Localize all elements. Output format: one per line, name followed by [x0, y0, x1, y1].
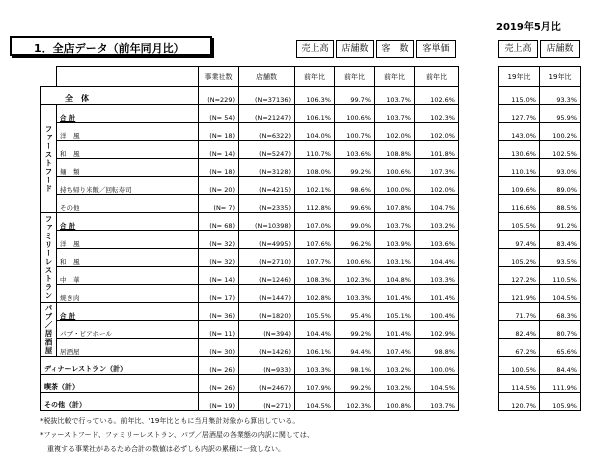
unit-yoy-cell: 107.3%: [415, 159, 459, 177]
customers-yoy-cell: 103.7%: [375, 213, 415, 231]
table-row: [499, 141, 581, 159]
row-label: 持ち帰り米飯／回転寿司: [57, 177, 199, 195]
stores-yoy-cell: 98.6%: [335, 177, 375, 195]
stores-yoy-cell: 99.6%: [335, 195, 375, 213]
footnote: *ファーストフード、ファミリーレストラン、パブ／居酒屋の各業態の内訳に関しては、: [40, 431, 314, 439]
stores-19-cell: 110.5%: [540, 267, 581, 285]
sales-yoy-cell: 104.5%: [295, 393, 335, 411]
customers-yoy-cell: 103.7%: [375, 87, 415, 105]
stores-19-cell: 111.9%: [540, 375, 581, 393]
companies-cell: (N= 30): [199, 339, 239, 357]
table-row: [499, 87, 581, 105]
stores-cell: (N=933): [239, 357, 295, 375]
stores-cell: (N=1246): [239, 267, 295, 285]
companies-cell: (N= 26): [199, 357, 239, 375]
unit-yoy-cell: 104.5%: [415, 375, 459, 393]
stores-cell: (N=21247): [239, 105, 295, 123]
sales-yoy-cell: 108.3%: [295, 267, 335, 285]
companies-cell: (N= 32): [199, 231, 239, 249]
footnote: 重複する事業社があるため合計の数値は必ずしも内訳の累積に一致しない。: [40, 445, 285, 453]
sales-19-cell: 115.0%: [499, 87, 540, 105]
unit-yoy-cell: 98.8%: [415, 339, 459, 357]
row-label: その他: [57, 195, 199, 213]
table-row: [41, 177, 459, 195]
stores-cell: (N=3128): [239, 159, 295, 177]
sales-yoy-cell: 107.7%: [295, 249, 335, 267]
table-row: [499, 249, 581, 267]
customers-yoy-cell: 103.1%: [375, 249, 415, 267]
col-header-stores-2019: 19年比: [540, 67, 581, 87]
column-header-row: [41, 67, 459, 87]
sales-yoy-cell: 102.1%: [295, 177, 335, 195]
col-header-companies: 事業社数: [199, 67, 239, 87]
companies-cell: (N= 7): [199, 195, 239, 213]
table-row: [499, 213, 581, 231]
stores-19-cell: 100.2%: [540, 123, 581, 141]
stores-cell: (N=2467): [239, 375, 295, 393]
row-label: 合 計: [57, 105, 199, 123]
stores-19-cell: 93.5%: [540, 249, 581, 267]
sales-19-cell: 116.6%: [499, 195, 540, 213]
customers-yoy-cell: 104.8%: [375, 267, 415, 285]
row-label: 洋 風: [57, 123, 199, 141]
stores-19-cell: 88.5%: [540, 195, 581, 213]
stores-cell: (N=271): [239, 393, 295, 411]
table-row: [499, 375, 581, 393]
stores-yoy-cell: 99.2%: [335, 321, 375, 339]
customers-yoy-cell: 102.0%: [375, 123, 415, 141]
sales-19-cell: 114.5%: [499, 375, 540, 393]
comparison-2019-table: [498, 66, 581, 411]
stores-cell: (N=1820): [239, 303, 295, 321]
table-row: [499, 285, 581, 303]
unit-yoy-cell: 104.7%: [415, 195, 459, 213]
col-header-sales-2019: 19年比: [499, 67, 540, 87]
unit-yoy-cell: 103.7%: [415, 393, 459, 411]
header-sales: 売上高: [296, 40, 334, 58]
stores-yoy-cell: 94.4%: [335, 339, 375, 357]
sales-19-cell: 120.7%: [499, 393, 540, 411]
customers-yoy-cell: 101.4%: [375, 285, 415, 303]
stores-cell: (N=1447): [239, 285, 295, 303]
row-label: その他（計）: [41, 393, 199, 411]
companies-cell: (N= 19): [199, 393, 239, 411]
sales-19-cell: 105.5%: [499, 213, 540, 231]
row-label: 麺 類: [57, 159, 199, 177]
unit-yoy-cell: 102.3%: [415, 105, 459, 123]
unit-yoy-cell: 102.0%: [415, 123, 459, 141]
table-row: [41, 213, 459, 231]
customers-yoy-cell: 103.7%: [375, 105, 415, 123]
table-row: [499, 267, 581, 285]
stores-cell: (N=2710): [239, 249, 295, 267]
sales-19-cell: 110.1%: [499, 159, 540, 177]
table-row: [41, 339, 459, 357]
stores-19-cell: 80.7%: [540, 321, 581, 339]
customers-yoy-cell: 108.8%: [375, 141, 415, 159]
unit-yoy-cell: 102.9%: [415, 321, 459, 339]
col-header-unit-yoy: 前年比: [415, 67, 459, 87]
table-row: [41, 159, 459, 177]
table-row: [499, 357, 581, 375]
stores-yoy-cell: 96.2%: [335, 231, 375, 249]
stores-19-cell: 95.9%: [540, 105, 581, 123]
sales-19-cell: 82.4%: [499, 321, 540, 339]
table-row: [41, 375, 459, 393]
unit-yoy-cell: 103.3%: [415, 267, 459, 285]
row-label: 喫茶（計）: [41, 375, 199, 393]
companies-cell: (N= 18): [199, 159, 239, 177]
stores-19-cell: 65.6%: [540, 339, 581, 357]
stores-yoy-cell: 100.7%: [335, 123, 375, 141]
stores-yoy-cell: 98.1%: [335, 357, 375, 375]
customers-yoy-cell: 101.4%: [375, 321, 415, 339]
customers-yoy-cell: 100.8%: [375, 393, 415, 411]
table-row: [41, 357, 459, 375]
table-row: [41, 195, 459, 213]
table-row: [499, 393, 581, 411]
sales-19-cell: 100.5%: [499, 357, 540, 375]
table-row: [41, 321, 459, 339]
category-label: パブ／居酒屋: [44, 304, 53, 355]
sales-19-cell: 71.7%: [499, 303, 540, 321]
stores-cell: (N=4215): [239, 177, 295, 195]
customers-yoy-cell: 100.6%: [375, 159, 415, 177]
sales-19-cell: 67.2%: [499, 339, 540, 357]
sales-19-cell: 121.9%: [499, 285, 540, 303]
header-sales-2019: 売上高: [498, 40, 538, 58]
unit-yoy-cell: 103.2%: [415, 213, 459, 231]
sales-19-cell: 105.2%: [499, 249, 540, 267]
stores-19-cell: 68.3%: [540, 303, 581, 321]
table-row: [499, 177, 581, 195]
stores-19-cell: 102.5%: [540, 141, 581, 159]
sales-yoy-cell: 110.7%: [295, 141, 335, 159]
stores-yoy-cell: 95.4%: [335, 303, 375, 321]
stores-cell: (N=10398): [239, 213, 295, 231]
companies-cell: (N= 20): [199, 177, 239, 195]
sales-yoy-cell: 102.8%: [295, 285, 335, 303]
stores-19-cell: 84.4%: [540, 357, 581, 375]
unit-yoy-cell: 103.6%: [415, 231, 459, 249]
stores-yoy-cell: 99.2%: [335, 159, 375, 177]
sales-yoy-cell: 107.9%: [295, 375, 335, 393]
sales-yoy-cell: 103.3%: [295, 357, 335, 375]
companies-cell: (N= 14): [199, 267, 239, 285]
row-label: ディナーレストラン（計）: [41, 357, 199, 375]
companies-cell: (N= 36): [199, 303, 239, 321]
stores-cell: (N=394): [239, 321, 295, 339]
row-label: 居酒屋: [57, 339, 199, 357]
stores-yoy-cell: 99.2%: [335, 375, 375, 393]
unit-yoy-cell: 102.0%: [415, 177, 459, 195]
section-title: 1．全店データ（前年同月比）: [10, 36, 212, 56]
table-row: [499, 321, 581, 339]
sales-19-cell: 109.6%: [499, 177, 540, 195]
stores-19-cell: 83.4%: [540, 231, 581, 249]
table-row: [499, 231, 581, 249]
stores-19-cell: 91.2%: [540, 213, 581, 231]
table-row: [41, 303, 459, 321]
companies-cell: (N= 26): [199, 375, 239, 393]
customers-yoy-cell: 100.0%: [375, 177, 415, 195]
stores-yoy-cell: 99.0%: [335, 213, 375, 231]
main-data-table: [40, 66, 459, 411]
stores-yoy-cell: 99.7%: [335, 87, 375, 105]
header-customers: 客 数: [376, 40, 414, 58]
table-row: [499, 159, 581, 177]
stores-cell: (N=1426): [239, 339, 295, 357]
companies-cell: (N= 17): [199, 285, 239, 303]
stores-19-cell: 104.5%: [540, 285, 581, 303]
sales-19-cell: 97.4%: [499, 231, 540, 249]
sales-yoy-cell: 104.0%: [295, 123, 335, 141]
row-label: 中 華: [57, 267, 199, 285]
table-row: [41, 123, 459, 141]
col-header-stores: 店舗数: [239, 67, 295, 87]
comparison-date-label: 2019年5月比: [496, 22, 561, 33]
sales-19-cell: 143.0%: [499, 123, 540, 141]
sales-yoy-cell: 106.1%: [295, 105, 335, 123]
table-row: [41, 285, 459, 303]
sales-yoy-cell: 104.4%: [295, 321, 335, 339]
companies-cell: (N= 18): [199, 123, 239, 141]
customers-yoy-cell: 107.4%: [375, 339, 415, 357]
unit-yoy-cell: 102.6%: [415, 87, 459, 105]
row-label: 合 計: [57, 303, 199, 321]
category-fast-food: [41, 105, 57, 213]
table-row: [41, 141, 459, 159]
table-row: [499, 303, 581, 321]
stores-cell: (N=5247): [239, 141, 295, 159]
customers-yoy-cell: 105.1%: [375, 303, 415, 321]
stores-yoy-cell: 103.3%: [335, 285, 375, 303]
companies-cell: (N= 54): [199, 105, 239, 123]
companies-cell: (N= 11): [199, 321, 239, 339]
sales-19-cell: 130.6%: [499, 141, 540, 159]
sales-yoy-cell: 107.0%: [295, 213, 335, 231]
customers-yoy-cell: 103.2%: [375, 375, 415, 393]
sales-19-cell: 127.7%: [499, 105, 540, 123]
sales-yoy-cell: 108.0%: [295, 159, 335, 177]
header-stores: 店舗数: [336, 40, 374, 58]
category-label: ファミリーレストラン: [44, 215, 53, 300]
companies-cell: (N=229): [199, 87, 239, 105]
col-header-sales-yoy: 前年比: [295, 67, 335, 87]
sales-yoy-cell: 112.8%: [295, 195, 335, 213]
row-label: 和 風: [57, 249, 199, 267]
sales-yoy-cell: 106.3%: [295, 87, 335, 105]
unit-yoy-cell: 104.4%: [415, 249, 459, 267]
companies-cell: (N= 68): [199, 213, 239, 231]
table-row: [499, 123, 581, 141]
stores-yoy-cell: 100.6%: [335, 105, 375, 123]
sales-yoy-cell: 107.6%: [295, 231, 335, 249]
customers-yoy-cell: 103.9%: [375, 231, 415, 249]
header-stores-2019: 店舗数: [540, 40, 580, 58]
stores-19-cell: 105.9%: [540, 393, 581, 411]
table-row: [499, 339, 581, 357]
stores-cell: (N=6322): [239, 123, 295, 141]
stores-cell: (N=37136): [239, 87, 295, 105]
column-header-row: [499, 67, 581, 87]
table-row: [41, 267, 459, 285]
stores-cell: (N=2335): [239, 195, 295, 213]
header-unit-price: 客単価: [416, 40, 456, 58]
companies-cell: (N= 14): [199, 141, 239, 159]
category-family-restaurant: [41, 213, 57, 303]
unit-yoy-cell: 100.0%: [415, 357, 459, 375]
sales-yoy-cell: 106.1%: [295, 339, 335, 357]
stores-19-cell: 93.3%: [540, 87, 581, 105]
table-row: [41, 87, 459, 105]
table-row: [41, 249, 459, 267]
table-row: [499, 195, 581, 213]
customers-yoy-cell: 103.2%: [375, 357, 415, 375]
footnote: *税抜比較で行っている。前年比、'19年比ともに当月集計対象から算出している。: [40, 417, 300, 425]
col-header-customers-yoy: 前年比: [375, 67, 415, 87]
sales-yoy-cell: 105.5%: [295, 303, 335, 321]
table-row: [41, 231, 459, 249]
row-label: 焼き肉: [57, 285, 199, 303]
unit-yoy-cell: 101.4%: [415, 285, 459, 303]
companies-cell: (N= 32): [199, 249, 239, 267]
table-row: [41, 393, 459, 411]
col-header-stores-yoy: 前年比: [335, 67, 375, 87]
table-row: [499, 105, 581, 123]
table-row: [41, 105, 459, 123]
stores-yoy-cell: 102.3%: [335, 267, 375, 285]
unit-yoy-cell: 100.4%: [415, 303, 459, 321]
stores-19-cell: 89.0%: [540, 177, 581, 195]
stores-yoy-cell: 103.6%: [335, 141, 375, 159]
row-label: 合 計: [57, 213, 199, 231]
sales-19-cell: 127.2%: [499, 267, 540, 285]
stores-19-cell: 93.0%: [540, 159, 581, 177]
unit-yoy-cell: 101.8%: [415, 141, 459, 159]
stores-yoy-cell: 102.3%: [335, 393, 375, 411]
row-label: パブ・ビアホール: [57, 321, 199, 339]
row-label: 和 風: [57, 141, 199, 159]
stores-yoy-cell: 100.6%: [335, 249, 375, 267]
row-label: 洋 風: [57, 231, 199, 249]
category-pub-izakaya: [41, 303, 57, 357]
stores-cell: (N=4995): [239, 231, 295, 249]
category-label: ファーストフード: [44, 124, 53, 193]
customers-yoy-cell: 107.8%: [375, 195, 415, 213]
row-label: 全 体: [41, 87, 199, 105]
